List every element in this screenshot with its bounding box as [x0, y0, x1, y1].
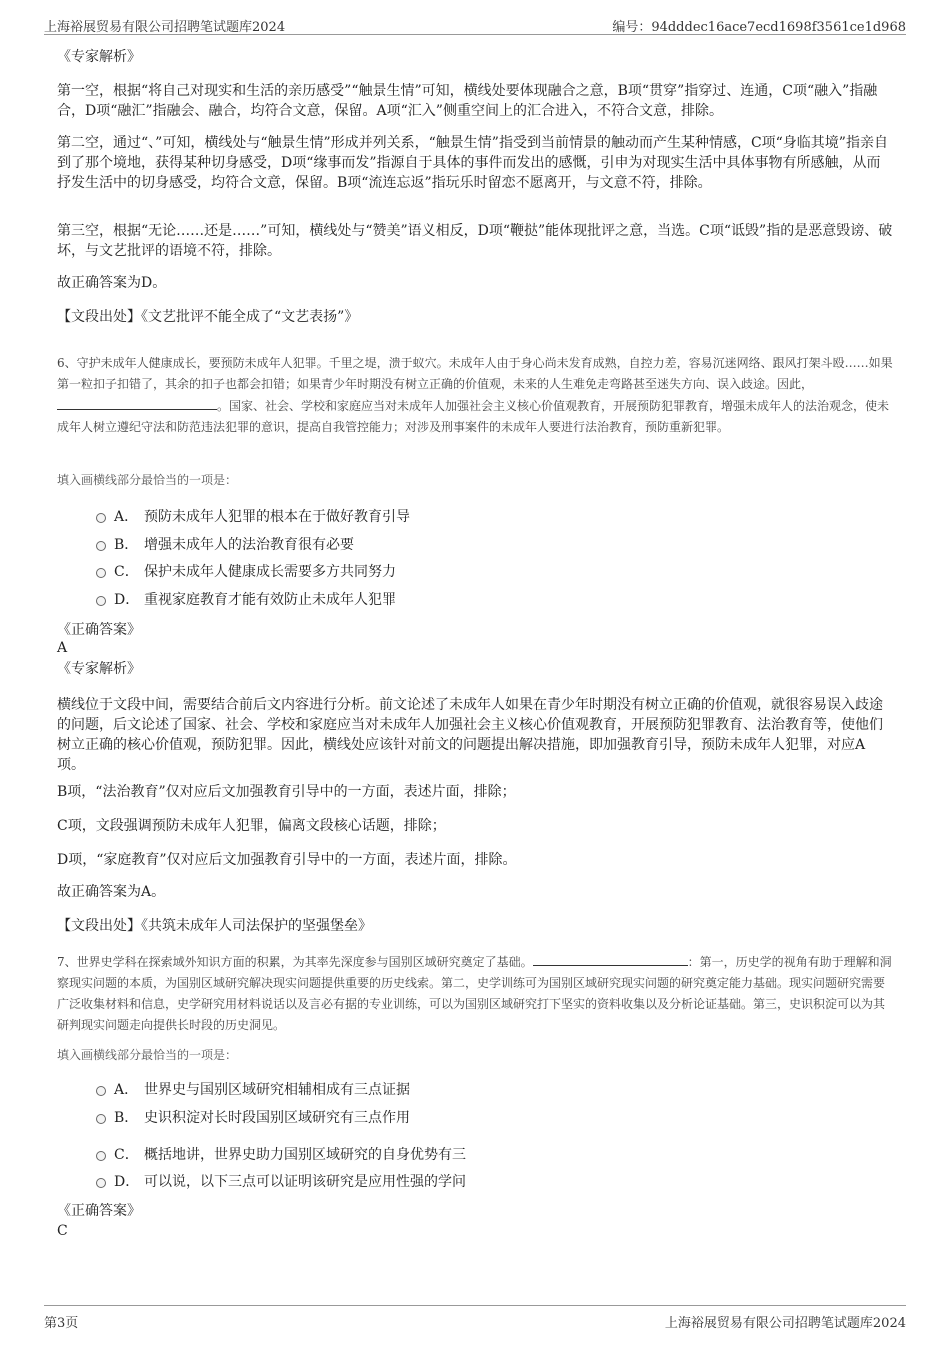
- radio-icon[interactable]: [96, 1086, 106, 1096]
- q6-conclusion: 故正确答案为A。: [57, 884, 166, 900]
- q6-answer-label: 《正确答案》: [57, 622, 141, 638]
- footer-company-title: 上海裕展贸易有限公司招聘笔试题库2024: [664, 1316, 906, 1331]
- q7-option-b[interactable]: B． 史识积淀对长时段国别区域研究有三点作用: [96, 1108, 410, 1128]
- q6-stem: [57, 353, 893, 438]
- page-header: [0, 0, 950, 34]
- q6-option-a[interactable]: A． 预防未成年人犯罪的根本在于做好教育引导: [96, 507, 410, 527]
- q6-analysis-para1: 横线位于文段中间，需要结合前后文内容进行分析。前文论述了未成年人如果在青少年时期没有树立正确的价值观，就很容易误入歧途的问题，后文论述了国家、社会、学校和家庭应当对未成年人加强社会主义核心价值观教育，开展预防犯罪教育、法治教育等，使他们树立正确的核心价值观，预防犯罪。因此，横线处应该针对前文的问题提出解决措施，即加强教育引导，预防未成年人犯罪，对应A项。: [57, 697, 883, 773]
- q7-stem-part2: ：第一，历史学的视角有助于理解和洞察现实问题的本质，为国别区域研究解决现实问题提供重要的历史线索。第二，史学训练可为国别区域研究现实问题的研究奠定能力基础。现实问题研究需要广泛收集材料和信息，史学研究用材料说话以及言必有据的专业训练，可以为国别区域研究打下坚实的资料收集以及分析论证基础。第三，史识积淀可以为其研判现实问题走向提供长时段的历史洞见。: [57, 955, 892, 1032]
- footer-page-number: 第3页: [44, 1316, 79, 1331]
- q7-stem: [57, 951, 893, 1036]
- header-divider: [44, 34, 906, 35]
- q6-option-d[interactable]: D． 重视家庭教育才能有效防止未成年人犯罪: [96, 590, 396, 610]
- q6-blank: [57, 395, 217, 410]
- q7-answer: C: [57, 1223, 68, 1239]
- q5-source: 【文段出处】《文艺批评不能全成了“文艺表扬”》: [57, 309, 359, 325]
- q6-analysis-label: 《专家解析》: [57, 661, 141, 677]
- q6-prompt: 填入画横线部分最恰当的一项是：: [57, 473, 238, 487]
- header-company-title: 上海裕展贸易有限公司招聘笔试题库2024: [44, 20, 286, 35]
- header-serial: 编号：94dddec16ace7ecd1698f3561ce1d968: [612, 20, 906, 35]
- q6-source: 【文段出处】《共筑未成年人司法保护的坚强堡垒》: [57, 918, 372, 934]
- q7-blank: [533, 951, 688, 966]
- radio-icon[interactable]: [96, 568, 106, 578]
- q5-analysis-para2: 第二空，通过“、”可知，横线处与“触景生情”形成并列关系，“触景生情”指受到当前情景的触动而产生某种情感，C项“身临其境”指亲自到了那个境地，获得某种切身感受，D项“缘事而发”指源自于具体的事件而发出的感慨，引申为对现实生活中具体事物有所感触，从而抒发生活中的切身感受，均符合文意，保留。B项“流连忘返”指玩乐时留恋不愿离开，与文意不符，排除。: [57, 135, 888, 191]
- q6-answer: A: [57, 640, 68, 656]
- q5-conclusion: 故正确答案为D。: [57, 275, 167, 291]
- radio-icon[interactable]: [96, 1114, 106, 1124]
- q6-option-b[interactable]: B． 增强未成年人的法治教育很有必要: [96, 535, 354, 555]
- q7-option-d[interactable]: D． 可以说，以下三点可以证明该研究是应用性强的学问: [96, 1172, 466, 1192]
- radio-icon[interactable]: [96, 596, 106, 606]
- q6-option-c[interactable]: C． 保护未成年人健康成长需要多方共同努力: [96, 562, 396, 582]
- q5-analysis-para3: 第三空，根据“无论……还是……”可知，横线处与“赞美”语义相反，D项“鞭挞”能体现批评之意，当选。C项“诋毁”指的是恶意毁谤、破坏，与文艺批评的语境不符，排除。: [57, 223, 893, 259]
- q6-stem-part2: 。国家、社会、学校和家庭应当对未成年人加强社会主义核心价值观教育，开展预防犯罪教育，增强未成年人的法治观念，使未成年人树立遵纪守法和防范违法犯罪的意识，提高自我管控能力；对涉及刑事案件的未成年人要进行法治教育，预防重新犯罪。: [57, 399, 890, 434]
- q7-answer-label: 《正确答案》: [57, 1203, 141, 1219]
- radio-icon[interactable]: [96, 1151, 106, 1161]
- page-footer: [0, 1305, 950, 1345]
- radio-icon[interactable]: [96, 1178, 106, 1188]
- q5-analysis-para1: 第一空，根据“将自己对现实和生活的亲历感受”“触景生情”可知，横线处要体现融合之意，B项“贯穿”指穿过、连通，C项“融入”指融合，D项“融汇”指融会、融合，均符合文意，保留。A项“汇入”侧重空间上的汇合进入，不符合文意，排除。: [57, 83, 878, 119]
- q7-stem-part1: 7、世界史学科在探索域外知识方面的积累，为其率先深度参与国别区域研究奠定了基础。: [57, 955, 533, 969]
- q7-prompt: 填入画横线部分最恰当的一项是：: [57, 1048, 238, 1062]
- footer-divider: [44, 1305, 906, 1306]
- q7-option-a[interactable]: A． 世界史与国别区域研究相辅相成有三点证据: [96, 1080, 410, 1100]
- q5-analysis-label: 《专家解析》: [57, 49, 141, 65]
- q6-analysis-para4: D项，“家庭教育”仅对应后文加强教育引导中的一方面，表述片面，排除。: [57, 852, 517, 868]
- q6-stem-part1: 6、守护未成年人健康成长，要预防未成年人犯罪。千里之堤，溃于蚁穴。未成年人由于身心尚未发育成熟，自控力差，容易沉迷网络、跟风打架斗殴……如果第一粒扣子扣错了，其余的扣子也都会扣错；如果青少年时期没有树立正确的价值观，未来的人生难免走弯路甚至迷失方向、误入歧途。因此，: [57, 356, 893, 391]
- radio-icon[interactable]: [96, 513, 106, 523]
- q6-analysis-para3: C项，文段强调预防未成年人犯罪，偏离文段核心话题，排除；: [57, 818, 446, 834]
- q6-analysis-para2: B项，“法治教育”仅对应后文加强教育引导中的一方面，表述片面，排除；: [57, 784, 516, 800]
- q7-option-c[interactable]: C． 概括地讲，世界史助力国别区域研究的自身优势有三: [96, 1145, 466, 1165]
- radio-icon[interactable]: [96, 541, 106, 551]
